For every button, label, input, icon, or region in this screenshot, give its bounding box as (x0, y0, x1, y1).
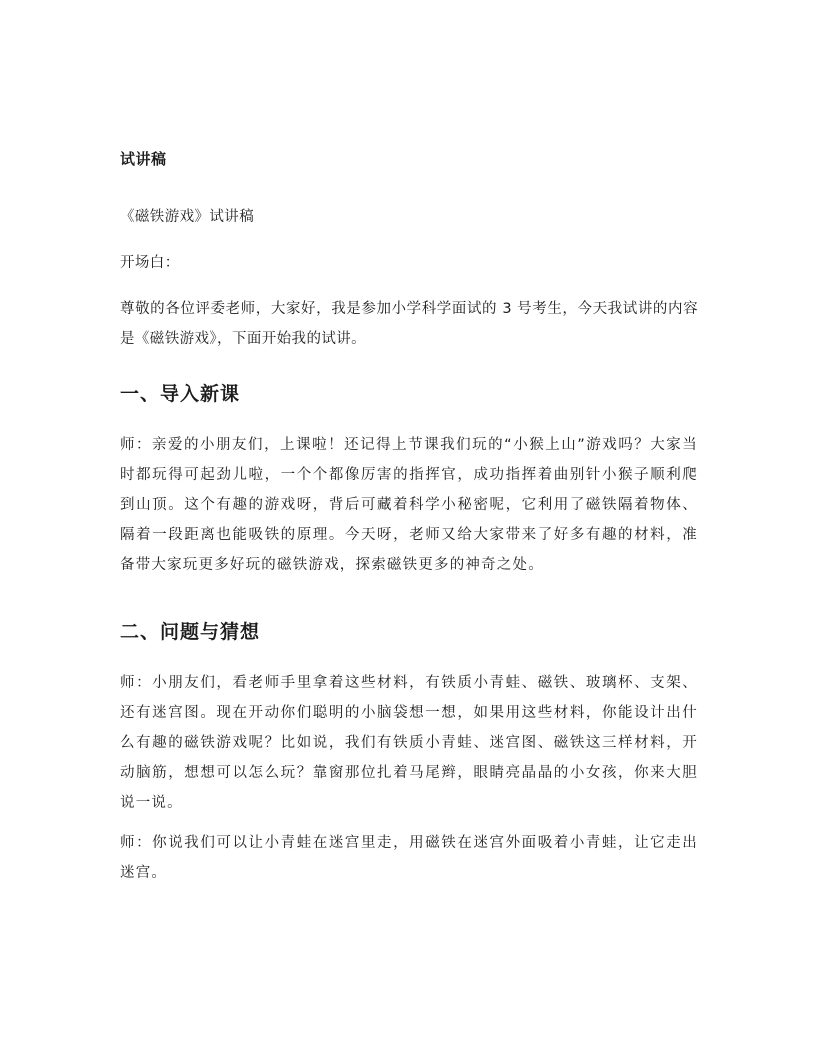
lesson-subtitle: 《磁铁游戏》试讲稿 (120, 209, 255, 225)
introduction-paragraph: 师：亲爱的小朋友们，上课啦！还记得上节课我们玩的“小猴上山”游戏吗？大家当时都玩得可起劲儿啦，一个个都像厉害的指挥官，成功指挥着曲别针小猴子顺利爬到山顶。这个有趣的游戏呀，背后可藏着科学小秘密呢，它利用了磁铁隔着物体、隔着一段距离也能吸铁的原理。今天呀，老师又给大家带来了好多有趣的材料，准备带大家玩更多好玩的磁铁游戏，探索磁铁更多的神奇之处。 (120, 437, 698, 573)
question-paragraph: 师：小朋友们，看老师手里拿着这些材料，有铁质小青蛙、磁铁、玻璃杯、支架、还有迷宫图。现在开动你们聪明的小脑袋想一想，如果用这些材料，你能设计出什么有趣的磁铁游戏呢？比如说，我们有铁质小青蛙、迷宫图、磁铁这三样材料，开动脑筋，想想可以怎么玩？靠窗那位扎着马尾辫，眼睛亮晶晶的小女孩，你来大胆说一说。 (120, 675, 698, 811)
document-title: 试讲稿 (120, 150, 167, 168)
section-heading-introduction: 一、导入新课 (120, 383, 241, 405)
section-heading-question-hypothesis: 二、问题与猜想 (120, 621, 261, 643)
opening-label: 开场白： (120, 255, 180, 271)
opening-paragraph: 尊敬的各位评委老师，大家好，我是参加小学科学面试的 3 号考生，今天我试讲的内容是《磁铁游戏》，下面开始我的试讲。 (120, 301, 698, 347)
document-body (120, 148, 698, 888)
response-paragraph: 师：你说我们可以让小青蛙在迷宫里走，用磁铁在迷宫外面吸着小青蛙，让它走出迷宫。 (120, 835, 698, 881)
